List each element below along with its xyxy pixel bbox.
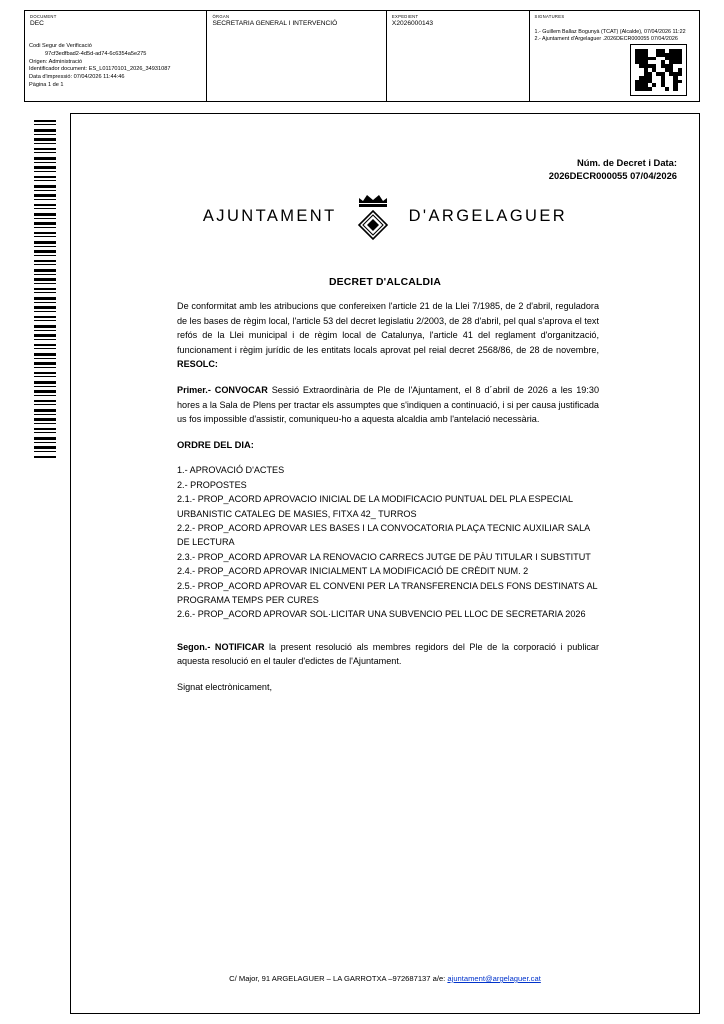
qr-code-grid (635, 49, 682, 91)
list-item: 2.- PROPOSTES (177, 479, 247, 490)
verification-print-value: 07/04/2026 11:44:46 (73, 74, 125, 81)
logo-text-right: D'ARGELAGUER (408, 206, 568, 225)
footer-address: C/ Major, 91 ARGELAGUER – LA GARROTXA –972687137 a/e: (229, 974, 448, 983)
verification-docid-label: Identificador document: (29, 66, 88, 73)
verification-origin-value: Administració (48, 58, 83, 65)
header-value-expedient: X2026000143 (391, 20, 433, 27)
decret-number-block (549, 156, 677, 182)
verification-origin-label: Origen: (29, 58, 48, 65)
list-item: 2.4.- PROP_ACORD APROVAR INICIALMENT LA MODIFICACIÓ DE CRÈDIT NUM. 2 (177, 566, 529, 577)
municipal-logo (71, 189, 699, 243)
signed-electronically: Signat electrònicament, (177, 682, 273, 692)
segon-label: Segon.- NOTIFICAR (177, 641, 265, 652)
header-value-document: DEC (30, 20, 44, 27)
list-item: 2.6.- PROP_ACORD APROVAR SOL·LICITAR UNA SUBVENCIO PEL LLOC DE SECRETARIA 2026 (177, 609, 586, 620)
list-item: 2.3.- PROP_ACORD APROVAR LA RENOVACIO CARRECS JUTGE DE PÀU TITULAR I SUBSTITUT (177, 551, 591, 562)
segon-text: la present resolució als membres regidors del Ple de la corporació i publicar aquesta resolució en el tauler d'edictes de l'Ajuntament. (177, 641, 599, 667)
paragraph-intro (177, 299, 599, 372)
logo-text-left: AJUNTAMENT (202, 206, 337, 225)
verification-code: 97cf3edfbad2-4d5d-ad74-6c6354a5e275 (45, 50, 147, 57)
list-item: 1.- APROVACIÓ D'ACTES (177, 465, 285, 476)
verification-meta (29, 43, 279, 90)
verification-title: Codi Segur de Verificació (29, 43, 92, 49)
header-label-document: DOCUMENT (30, 14, 57, 19)
header-value-organ: SECRETARIA GENERAL I INTERVENCIÓ (212, 20, 338, 27)
verification-page: Pàgina 1 de 1 (29, 81, 64, 88)
verification-docid (29, 66, 279, 74)
header-label-signatures: SIGNATURES (534, 14, 565, 19)
document-barcode (34, 120, 56, 460)
intro-text: De conformitat amb les atribucions que confereixen l'article 21 de la Llei 7/1985, de 2 d'abril, reguladora de les bases de règim local, l'article 53 del decret legislatiu 2/2003, de 28 d'abril, pel qual s'aprova el text refós de la Llei municipal i de règim local de Catalunya, l'article 41 del reglament d'organització, funcionament i règim jurídic de les entitats locals aprovat pel reial decret 2568/86, de 28 de novembre, (177, 301, 599, 355)
document-page (70, 113, 700, 1014)
document-body (177, 299, 599, 706)
orden-del-dia-title: ORDRE DEL DIA: (177, 438, 254, 450)
paragraph-segon (177, 640, 599, 669)
page-title: DECRET D'ALCALDIA (328, 277, 442, 288)
header-label-expedient: EXPEDIENT (391, 14, 419, 19)
list-item: 2.5.- PROP_ACORD APROVAR EL CONVENI PER LA TRANSFERENCIA DELS FONS DESTINATS AL PROGRAMA TEMPS PER CURES (177, 580, 598, 605)
list-item: 2.2.- PROP_ACORD APROVAR LES BASES I LA CONVOCATORIA PLAÇA TECNIC AUXILIAR SALA DE LECTURA (177, 522, 590, 548)
header-label-organ: ÒRGAN (212, 14, 230, 19)
qr-code (630, 44, 687, 96)
page-footer (71, 974, 699, 983)
signature-line-2: 2.- Ajuntament d'Argelaguer .2026DECR000055 07/04/2026 (534, 36, 678, 43)
signature-line-1: 1.- Guillem Ballaz Bogunyà (TCAT) (Alcalde), 07/04/2026 11:22 (534, 29, 686, 35)
verification-docid-value: ES_L01170101_2026_34931087 (88, 66, 171, 73)
decret-number-value: 2026DECR000055 07/04/2026 (548, 170, 677, 181)
primer-text: Sessió Extraordinària de Ple de l'Ajuntament, el 8 d´abril de 2026 a les 19:30 hores a la Sala de Plens per tractar els assumptes que s'indiquen a continuació, i si per causa justificada us fos impossible d'assistir, comuniqueu-ho a aquesta alcaldia amb l'antelació necessària. (177, 384, 599, 425)
primer-label: Primer.- CONVOCAR (177, 384, 268, 395)
decret-number-label: Núm. de Decret i Data: (576, 157, 677, 168)
verification-print-label: Data d'impressió: (29, 74, 73, 81)
verification-print (29, 74, 279, 82)
verification-origin (29, 59, 279, 67)
signature-list (535, 29, 695, 44)
paragraph-primer (177, 383, 599, 427)
coat-of-arms-icon (351, 189, 395, 243)
footer-email-link[interactable]: ajuntament@argelaguer.cat (447, 974, 541, 983)
header-cell-expedient (387, 11, 530, 101)
agenda-list (177, 463, 599, 621)
list-item: 2.1.- PROP_ACORD APROVACIO INICIAL DE LA MODIFICACIO PUNTUAL DEL PLA ESPECIAL URBANISTIC CATALEG DE MASIES, FITXA 42_ TURROS (177, 494, 573, 519)
resolc-label: RESOLC: (177, 359, 218, 370)
